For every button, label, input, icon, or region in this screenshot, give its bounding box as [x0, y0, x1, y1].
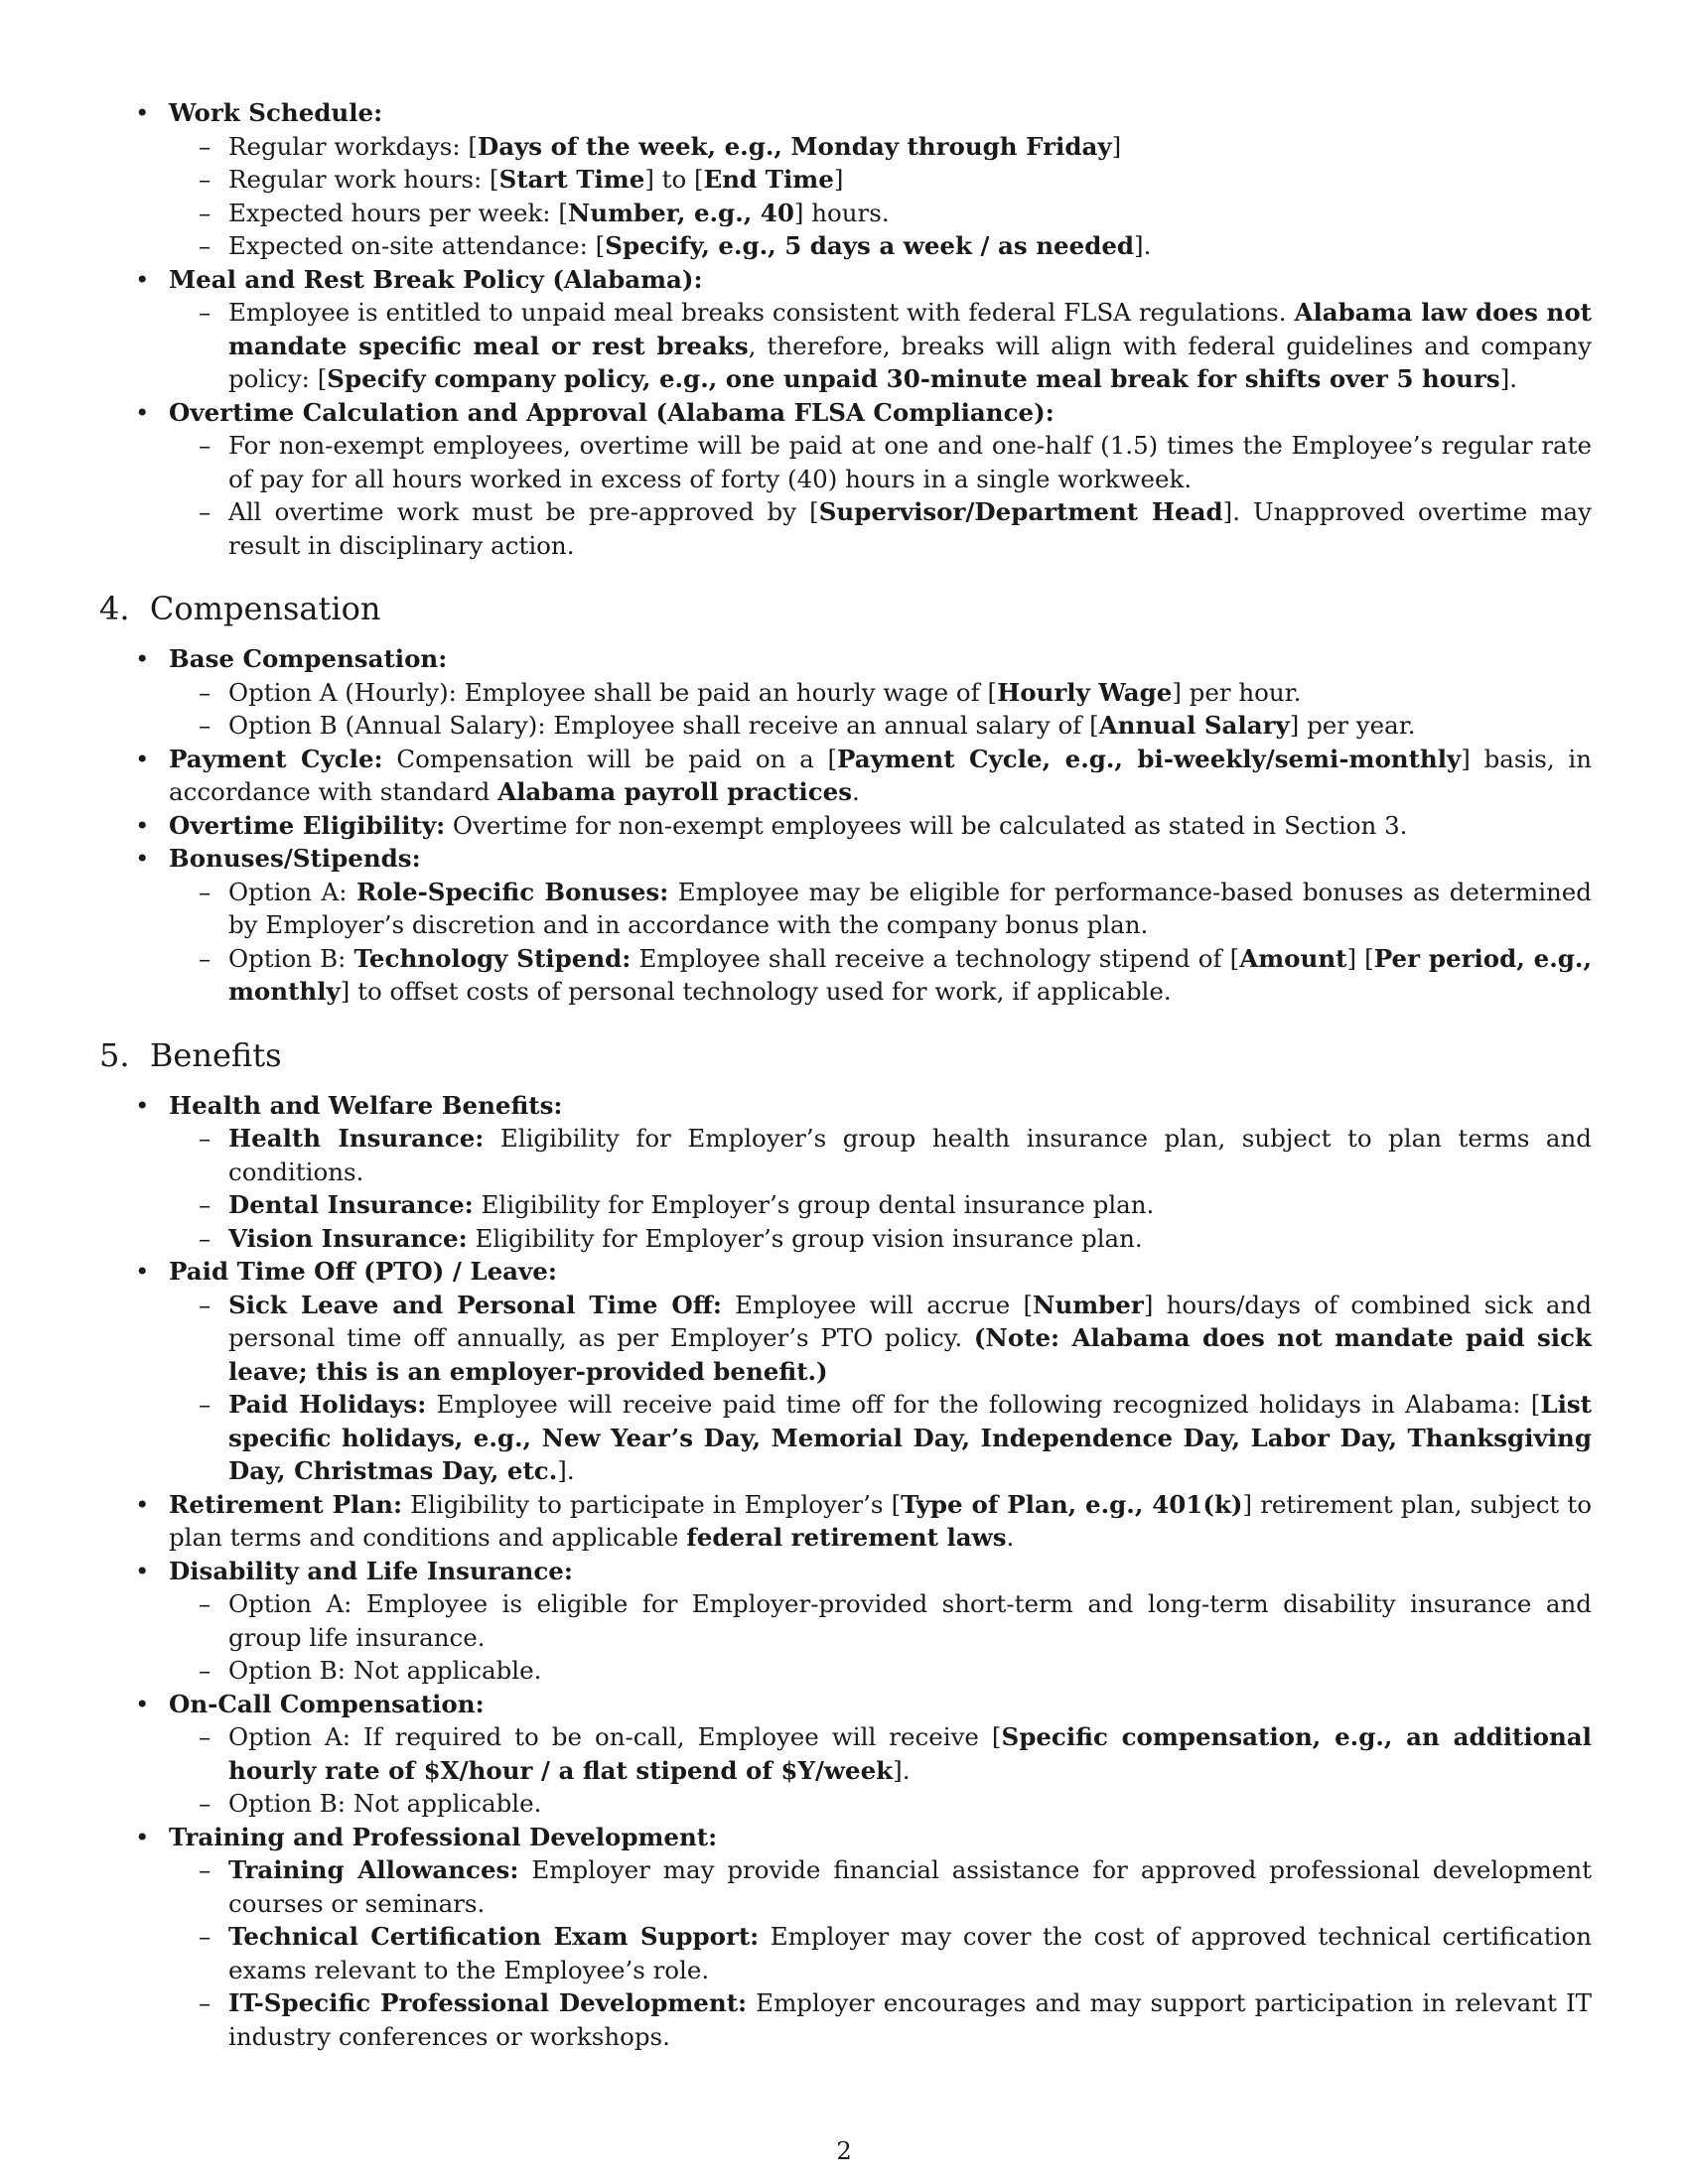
dash-icon: –	[199, 1190, 211, 1219]
text-run: .	[1006, 1523, 1015, 1552]
bullet-icon: •	[135, 1257, 150, 1286]
dash-icon: –	[199, 677, 211, 707]
bullet-icon: •	[135, 810, 150, 840]
text-run: Compensation will be paid on a [	[382, 744, 838, 773]
bold-text-run: Per period, e.g., monthly	[228, 943, 1592, 1006]
sub-list-item	[99, 1920, 1592, 1986]
section-number: 5.	[99, 1035, 130, 1074]
bold-text-run: Training Allowances:	[228, 1855, 519, 1884]
section-title: Benefits	[149, 1035, 282, 1074]
sub-list-text	[228, 1388, 1592, 1488]
bold-text-run: Alabama law does not mandate specific meal or rest breaks	[228, 298, 1592, 360]
text-run: ]	[833, 165, 844, 194]
text-run: For non-exempt employees, overtime will be paid at one and one-half (1.5) times the Employee’s regular rate of pay for all hours worked in excess of forty (40) hours in a single workweek.	[228, 431, 1592, 493]
bold-text-run: Role-Specific Bonuses:	[355, 877, 669, 906]
text-run: Option B (Annual Salary): Employee shall receive an annual salary of [	[228, 711, 1099, 740]
section-heading-compensation	[99, 585, 1592, 632]
bold-text-run: Vision Insurance:	[228, 1223, 468, 1253]
work-schedule-item	[99, 96, 1592, 130]
sub-list-item	[99, 130, 1592, 164]
dash-icon: –	[199, 198, 211, 227]
bullet-icon: •	[135, 264, 150, 294]
sub-list-item	[99, 1388, 1592, 1488]
meal-policy-item	[99, 263, 1592, 297]
bold-text-run: IT-Specific Professional Development:	[228, 1988, 748, 2017]
payment-cycle-text	[169, 743, 1592, 809]
base-compensation-heading: Base Compensation:	[169, 644, 448, 673]
meal-policy-sublist	[99, 296, 1592, 396]
dash-icon: –	[199, 1589, 211, 1618]
text-run: Option A (Hourly): Employee shall be paid an hourly wage of [	[228, 677, 998, 707]
sub-list-text	[228, 709, 1592, 743]
bullet-icon: •	[135, 844, 150, 873]
bold-text-run: Technical Certification Exam Support:	[228, 1922, 760, 1951]
bonuses-item	[99, 842, 1592, 876]
sub-list-text	[228, 676, 1592, 710]
text-run: Employer encourages and may support participation in relevant IT industry conferences or workshops.	[228, 1988, 1592, 2051]
sub-list-text	[228, 1188, 1592, 1222]
dash-icon: –	[199, 1922, 211, 1951]
bold-text-run: (Note: Alabama does not mandate paid sick leave; this is an employer-provided benefit.)	[228, 1323, 1592, 1386]
text-run: ] to offset costs of personal technology used for work, if applicable.	[340, 977, 1172, 1006]
oncall-heading: On-Call Compensation:	[169, 1689, 485, 1718]
work-schedule-sublist	[99, 130, 1592, 263]
oncall-item	[99, 1688, 1592, 1721]
text-run: Eligibility to participate in Employer’s [	[402, 1489, 902, 1519]
bold-text-run: federal retirement laws	[686, 1523, 1007, 1552]
training-heading: Training and Professional Development:	[169, 1822, 718, 1851]
dash-icon: –	[199, 711, 211, 740]
oncall-sublist	[99, 1720, 1592, 1821]
bold-text-run: Specific compensation, e.g., an additional hourly rate of $X/hour / a flat stipend of $Y/week	[228, 1722, 1592, 1785]
sub-list-item	[99, 1188, 1592, 1222]
text-run: Employee shall receive a technology stipend of [	[631, 943, 1240, 973]
page-number: 2	[836, 2136, 852, 2165]
text-run: Employer may cover the cost of approved technical certification exams relevant to the Employee’s role.	[228, 1922, 1592, 1984]
bullet-icon: •	[135, 644, 150, 673]
sub-list-item	[99, 229, 1592, 263]
text-run: .	[852, 777, 860, 806]
sub-list-item	[99, 1654, 1592, 1688]
text-run: ] basis, in accordance with standard	[169, 744, 1593, 806]
bold-text-run: Payment Cycle, e.g., bi-weekly/semi-monthly	[837, 744, 1462, 773]
text-run: ].	[1499, 364, 1518, 393]
bullet-icon: •	[135, 1689, 150, 1718]
dash-icon: –	[199, 497, 211, 526]
pto-heading: Paid Time Off (PTO) / Leave:	[169, 1257, 557, 1286]
bold-text-run: Number	[1033, 1290, 1144, 1319]
dash-icon: –	[199, 231, 211, 260]
disability-heading: Disability and Life Insurance:	[169, 1556, 573, 1585]
sub-list-text	[228, 130, 1592, 164]
text-run: ].	[893, 1755, 911, 1785]
pto-sublist	[99, 1289, 1592, 1488]
sub-list-item	[99, 429, 1592, 495]
text-run: ]. Unapproved overtime may result in disciplinary action.	[228, 497, 1592, 560]
bold-text-run: Paid Holidays:	[228, 1390, 427, 1419]
sub-list-text	[228, 495, 1592, 562]
text-run: Employee will receive paid time off for the following recognized holidays in Alabama: [	[426, 1390, 1541, 1419]
bullet-icon: •	[135, 397, 150, 427]
bold-text-run: Number, e.g., 40	[567, 198, 794, 227]
work-schedule-heading: Work Schedule:	[169, 98, 383, 127]
text-run: ] hours/days of combined sick and personal time off annually, as per Employer’s PTO policy.	[228, 1290, 1593, 1352]
training-sublist	[99, 1853, 1592, 2053]
pto-item	[99, 1255, 1592, 1289]
dash-icon: –	[199, 1855, 211, 1884]
dash-icon: –	[199, 1290, 211, 1319]
bold-text-run: End Time	[703, 165, 834, 194]
bold-text-run: Start Time	[498, 165, 645, 194]
text-run: ] per hour.	[1172, 677, 1302, 707]
text-run: Option B: Not applicable.	[228, 1789, 542, 1818]
bold-text-run: Hourly Wage	[997, 677, 1173, 707]
text-run: Eligibility for Employer’s group dental insurance plan.	[473, 1190, 1155, 1219]
text-run: Option A: Employee is eligible for Employer-provided short-term and long-term disability insurance and group life insurance.	[228, 1589, 1592, 1652]
bold-text-run: Retirement Plan:	[169, 1489, 403, 1519]
sub-list-text	[228, 1122, 1592, 1188]
bold-text-run: Health Insurance:	[228, 1124, 485, 1153]
dash-icon: –	[199, 1789, 211, 1818]
sub-list-item	[99, 676, 1592, 710]
text-run: [	[468, 131, 478, 161]
sub-list-item	[99, 1587, 1592, 1654]
sub-list-text	[228, 429, 1592, 495]
payment-cycle-item	[99, 743, 1592, 809]
sub-list-item	[99, 1787, 1592, 1821]
bullet-icon: •	[135, 744, 150, 773]
bullet-icon: •	[135, 98, 150, 127]
text-run: Regular work hours: [	[228, 165, 499, 194]
bold-text-run: List specific holidays, e.g., New Year’s Day, Memorial Day, Independence Day, Labor Day, Thanksgiving Day, Christmas Day, etc.	[228, 1390, 1593, 1485]
sub-list-text	[228, 1289, 1592, 1389]
section-number: 4.	[99, 590, 130, 627]
dash-icon: –	[199, 1988, 211, 2017]
sub-list-text	[228, 942, 1592, 1009]
dash-icon: –	[199, 298, 211, 327]
bold-text-run: Annual Salary	[1098, 711, 1290, 740]
sub-list-item	[99, 163, 1592, 197]
sub-list-text	[228, 1787, 1592, 1821]
bold-text-run: Alabama payroll practices	[497, 777, 853, 806]
sub-list-text	[228, 1920, 1592, 1986]
sub-list-text	[228, 1853, 1592, 1920]
sub-list-item	[99, 1720, 1592, 1787]
text-run: , therefore, breaks will align with federal guidelines and company policy: [	[228, 331, 1592, 393]
bullet-icon: •	[135, 1489, 150, 1519]
text-run: Eligibility for Employer’s group vision insurance plan.	[467, 1223, 1143, 1253]
base-compensation-item	[99, 642, 1592, 676]
sub-list-item	[99, 1289, 1592, 1389]
sub-list-text	[228, 296, 1592, 396]
text-run: Overtime for non-exempt employees will be calculated as stated in Section 3.	[445, 810, 1408, 840]
text-run: ]	[1111, 131, 1122, 161]
text-run: ] per year.	[1289, 711, 1416, 740]
overtime-calc-heading: Overtime Calculation and Approval (Alabama FLSA Compliance):	[169, 397, 1055, 427]
sub-list-item	[99, 495, 1592, 562]
text-run: ] retirement plan, subject to plan terms and conditions and applicable	[169, 1489, 1592, 1552]
sub-list-item	[99, 1853, 1592, 1920]
base-compensation-sublist	[99, 676, 1592, 743]
dash-icon: –	[199, 1722, 211, 1751]
text-run: Employee will accrue [	[721, 1290, 1034, 1319]
bold-text-run: Specify, e.g., 5 days a week / as needed	[605, 231, 1135, 260]
bold-text-run: Type of Plan, e.g., 401(k)	[901, 1489, 1243, 1519]
section-heading-benefits	[99, 1031, 1592, 1079]
text-run: Option A: If required to be on-call, Employee will receive [	[228, 1722, 1002, 1751]
overtime-calc-item	[99, 396, 1592, 430]
dash-icon: –	[199, 1656, 211, 1685]
text-run: Employer may provide financial assistance for approved professional development courses or seminars.	[228, 1855, 1592, 1918]
dash-icon: –	[199, 943, 211, 973]
sub-list-item	[99, 709, 1592, 743]
sub-list-item	[99, 876, 1592, 942]
sub-list-text	[228, 1654, 1592, 1688]
dash-icon: –	[199, 1390, 211, 1419]
dash-icon: –	[199, 877, 211, 906]
text-run: Option A:	[228, 877, 356, 906]
sub-list-item	[99, 942, 1592, 1009]
meal-policy-heading: Meal and Rest Break Policy (Alabama):	[169, 264, 703, 294]
overtime-calc-sublist	[99, 429, 1592, 562]
bold-text-run: Overtime Eligibility:	[169, 810, 446, 840]
text-run: All overtime work must be pre-approved by [	[228, 497, 819, 526]
sub-list-item	[99, 296, 1592, 396]
bullet-icon: •	[135, 1822, 150, 1851]
text-run: Employee may be eligible for performance-based bonuses as determined by Employer’s discretion and in accordance with the company bonus plan.	[228, 877, 1592, 939]
text-run: Option B: Not applicable.	[228, 1656, 542, 1685]
sub-list-text	[228, 1587, 1592, 1654]
sub-list-text	[228, 1986, 1592, 2053]
sub-list-item	[99, 1222, 1592, 1256]
sub-list-item	[99, 197, 1592, 230]
text-run: ] [	[1346, 943, 1374, 973]
disability-sublist	[99, 1587, 1592, 1688]
text-run: Employee is entitled to unpaid meal breaks consistent with federal FLSA regulations.	[228, 298, 1295, 327]
text-run: ].	[1134, 231, 1152, 260]
health-benefits-item	[99, 1089, 1592, 1123]
text-run: Expected hours per week: [	[228, 198, 568, 227]
retirement-item	[99, 1488, 1592, 1555]
sub-list-text	[228, 197, 1592, 230]
bold-text-run: Technology Stipend:	[353, 943, 632, 973]
text-run: Expected on-site attendance: [	[228, 231, 606, 260]
bullet-icon: •	[135, 1556, 150, 1585]
bold-text-run: Days of the week, e.g., Monday through Friday	[477, 131, 1112, 161]
text-run: ].	[557, 1456, 575, 1485]
text-run: ] hours.	[793, 198, 890, 227]
health-benefits-heading: Health and Welfare Benefits:	[169, 1090, 563, 1120]
sub-list-text	[228, 876, 1592, 942]
overtime-eligibility-text	[169, 809, 1592, 843]
sub-list-text	[228, 1720, 1592, 1787]
bonuses-sublist	[99, 876, 1592, 1009]
text-run: Regular workdays:	[228, 131, 469, 161]
bold-text-run: Dental Insurance:	[228, 1190, 474, 1219]
sub-list-text	[228, 229, 1592, 263]
bonuses-heading: Bonuses/Stipends:	[169, 844, 421, 873]
overtime-eligibility-item	[99, 809, 1592, 843]
bold-text-run: Supervisor/Department Head	[818, 497, 1223, 526]
bold-text-run: Amount	[1239, 943, 1347, 973]
section-title: Compensation	[149, 590, 381, 627]
sub-list-text	[228, 163, 1592, 197]
dash-icon: –	[199, 165, 211, 194]
dash-icon: –	[199, 1124, 211, 1153]
sub-list-text	[228, 1222, 1592, 1256]
dash-icon: –	[199, 1223, 211, 1253]
disability-item	[99, 1555, 1592, 1588]
bold-text-run: Payment Cycle:	[169, 744, 383, 773]
page-content	[99, 96, 1592, 2053]
text-run: Option B:	[228, 943, 354, 973]
dash-icon: –	[199, 431, 211, 460]
text-run: Eligibility for Employer’s group health insurance plan, subject to plan terms and conditions.	[228, 1124, 1592, 1186]
bold-text-run: Sick Leave and Personal Time Off:	[228, 1290, 722, 1319]
dash-icon: –	[199, 131, 211, 161]
retirement-text	[169, 1488, 1592, 1555]
sub-list-item	[99, 1122, 1592, 1188]
health-benefits-sublist	[99, 1122, 1592, 1255]
text-run: ] to [	[644, 165, 704, 194]
bullet-icon: •	[135, 1090, 150, 1120]
sub-list-item	[99, 1986, 1592, 2053]
bold-text-run: Specify company policy, e.g., one unpaid 30-minute meal break for shifts over 5 hours	[327, 364, 1500, 393]
training-item	[99, 1821, 1592, 1854]
